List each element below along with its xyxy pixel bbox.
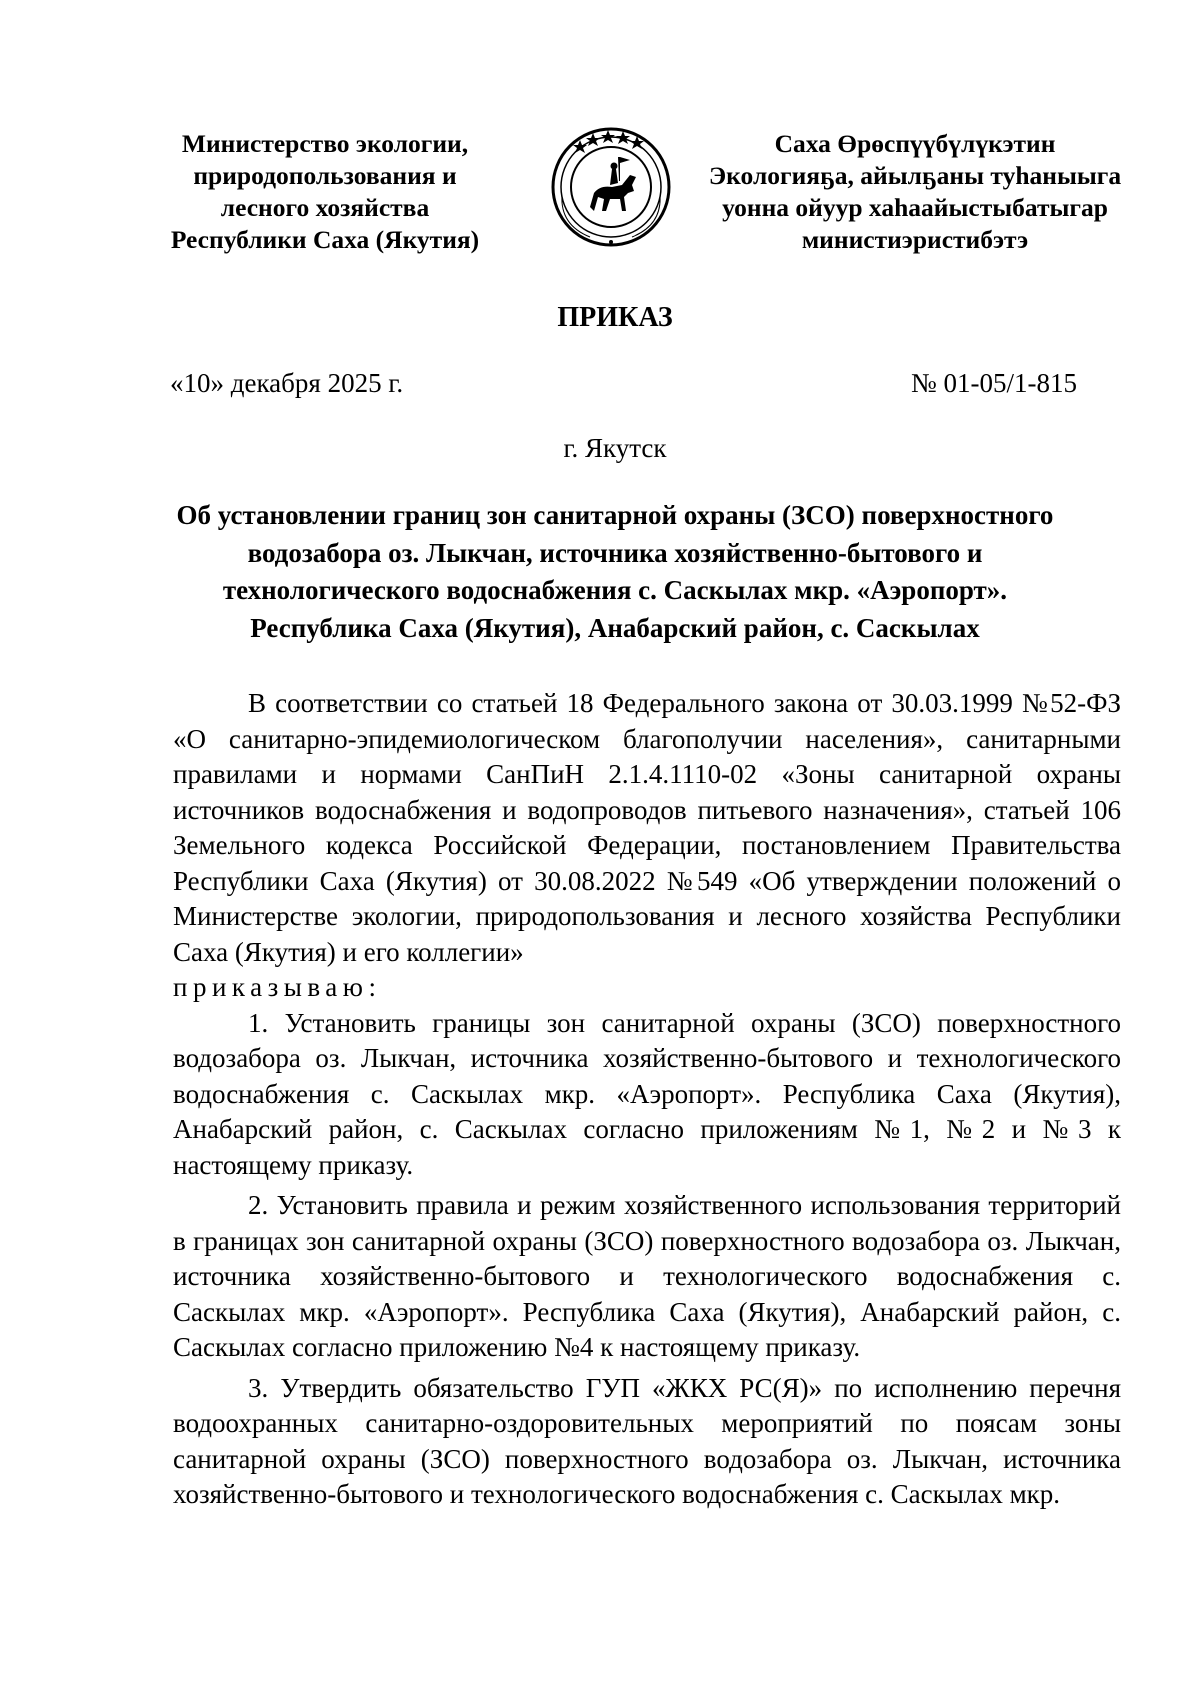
ministry-name-russian <box>150 128 500 256</box>
header-right-line: Экологияҕа, айылҕаны туһаныыга <box>708 161 1122 190</box>
header-left-line: природопользования и <box>193 161 457 190</box>
order-item: 1. Установить границы зон санитарной охраны (ЗСО) поверхностного водозабора оз. Лыкчан, источника хозяйственно-бытового и технологического водоснабжения с. Саскылах мкр. «Аэропорт». Республика Саха (Якутия), Анабарский район, с. Саскылах согласно приложениям №1, №2 и №3 к настоящему приказу. <box>173 1007 1121 1180</box>
document-city: г. Якутск <box>563 433 667 463</box>
header-left-line: Республики Саха (Якутия) <box>170 225 480 254</box>
document-title: ПРИКАЗ <box>557 302 673 333</box>
preamble-paragraph: В соответствии со статьей 18 Федерального закона от 30.03.1999 №52-ФЗ «О санитарно-эпидемиологическом благополучии населения», санитарными правилами и нормами СанПиН 2.1.4.1110-02 «Зоны санитарной охраны источников водоснабжения и водопроводов питьевого назначения», статьей 106 Земельного кодекса Российской Федерации, постановлением Правительства Республики Саха (Якутия) от 30.08.2022 №549 «Об утверждении положений о Министерстве экологии, природопользования и лесного хозяйства Республики Саха (Якутия) и его коллегии» <box>173 688 1121 967</box>
subject-line: Республика Саха (Якутия), Анабарский район, с. Саскылах <box>250 612 980 643</box>
order-word: приказываю: <box>173 972 382 1002</box>
ministry-name-sakha <box>700 128 1130 256</box>
subject-line: Об установлении границ зон санитарной охраны (ЗСО) поверхностного <box>176 500 1054 530</box>
subject-line: водозабора оз. Лыкчан, источника хозяйственно-бытового и <box>247 537 983 568</box>
header-right-line: уонна ойуур хаһаайыстыбатыгар <box>722 193 1108 222</box>
header-left-line: лесного хозяйства <box>220 193 430 222</box>
subject-line: технологического водоснабжения с. Саскылах мкр. «Аэропорт». <box>222 575 1008 605</box>
document-number: № 01-05/1-815 <box>911 368 1077 398</box>
document-subject <box>150 497 1080 647</box>
header-left-line: Министерство экологии, <box>181 129 469 158</box>
coat-of-arms-icon <box>550 125 672 249</box>
order-item: 2. Установить правила и режим хозяйственного использования территорий в границах зон санитарной охраны (ЗСО) поверхностного водозабора оз. Лыкчан, источника хозяйственно-бытового и технологического водоснабжения с. Саскылах мкр. «Аэропорт». Республика Саха (Якутия), Анабарский район, с. Саскылах согласно приложению №4 к настоящему приказу. <box>173 1190 1121 1362</box>
header-right-line: министиэристибэтэ <box>801 225 1029 254</box>
header-right-line: Саха Өрөспүүбүлүкэтин <box>774 129 1056 158</box>
document-body <box>173 686 1121 1513</box>
document-date: «10» декабря 2025 г. <box>170 368 404 398</box>
order-item: 3. Утвердить обязательство ГУП «ЖКХ РС(Я)» по исполнению перечня водоохранных санитарно-оздоровительных мероприятий по поясам зоны санитарной охраны (ЗСО) поверхностного водозабора оз. Лыкчан, источника хозяйственно-бытового и технологического водоснабжения с. Саскылах мкр. <box>173 1372 1121 1509</box>
